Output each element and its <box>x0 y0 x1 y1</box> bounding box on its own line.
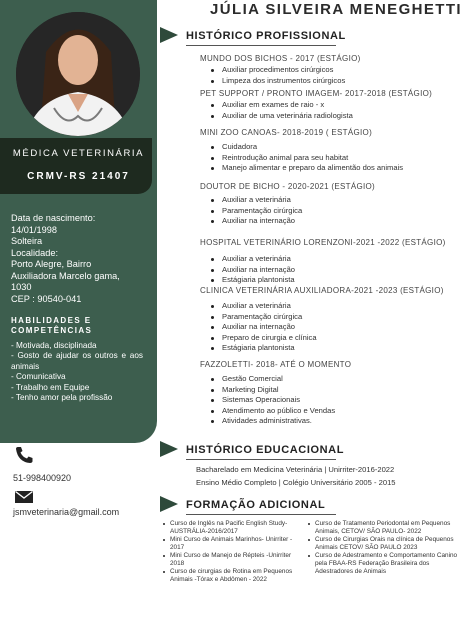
course-item: Curso de cirurgias de Rotina em Pequenos Animais -Tórax e Abdômen - 2022 <box>163 568 303 584</box>
job-tasks <box>209 65 345 86</box>
section-arrow-icon <box>160 496 178 512</box>
courses-left <box>163 520 303 584</box>
job-task: Auxiliar a veterinária <box>209 301 317 312</box>
phone-icon <box>14 446 34 464</box>
job-task: Auxiliar de uma veterinária radiologista <box>209 111 353 122</box>
job-title: HOSPITAL VETERINÁRIO LORENZONI-2021 -2022 (ESTÁGIO) <box>200 238 446 247</box>
section-arrow-icon <box>160 27 178 43</box>
job-tasks <box>209 142 403 174</box>
skill-item: - Motivada, disciplinada <box>11 341 97 350</box>
skill-item: - Comunicativa <box>11 372 66 382</box>
job-task: Limpeza dos instrumentos cirúrgicos <box>209 76 345 87</box>
section-title-professional: HISTÓRICO PROFISSIONAL <box>186 30 346 42</box>
divider <box>186 45 336 46</box>
job-task: Estágiaria plantonista <box>209 275 295 286</box>
personal-line: 14/01/1998 <box>11 224 57 235</box>
personal-line: Solteira <box>11 236 43 246</box>
phone-number[interactable]: 51-998400920 <box>13 473 72 483</box>
course-item: Mini Curso de Animais Marinhos- Unirriter - 2017 <box>163 536 303 552</box>
skill-item: - Tenho amor pela profissão <box>11 393 113 403</box>
email-address[interactable]: jsmveterinaria@gmail.com <box>13 507 120 517</box>
personal-line: CEP : 90540-041 <box>11 293 82 304</box>
job-task: Auxiliar a veterinária <box>209 254 295 265</box>
job-task: Auxiliar procedimentos cirúrgicos <box>209 65 345 76</box>
job-title: FAZZOLETTI- 2018- ATÉ O MOMENTO <box>200 360 352 369</box>
job-title: MINI ZOO CANOAS- 2018-2019 ( ESTÁGIO) <box>200 128 373 137</box>
job-task: Auxiliar a veterinária <box>209 195 302 206</box>
skill-item: - Gosto de ajudar os outros e aos animais <box>11 351 143 371</box>
job-task: Estágiaria plantonista <box>209 343 317 354</box>
job-role: MÉDICA VETERINÁRIA <box>12 148 145 159</box>
job-task: Auxiliar na internação <box>209 322 317 333</box>
job-task: Atendimento ao público e Vendas <box>209 406 335 417</box>
section-arrow-icon <box>160 441 178 457</box>
course-item: Curso de Cirurgias Orais na clínica de Pequenos Animais CETOV/ SÃO PAULO 2023 <box>308 536 458 552</box>
job-task: Cuidadora <box>209 142 403 153</box>
course-item: Curso de Inglês na Pacific English Study-AUSTRÁLIA-2016/2017 <box>163 520 303 536</box>
job-title: DOUTOR DE BICHO - 2020-2021 (ESTÁGIO) <box>200 182 375 191</box>
job-tasks <box>209 301 317 354</box>
job-task: Gestão Comercial <box>209 374 335 385</box>
job-task: Manejo alimentar e preparo da alimentão dos animais <box>209 163 403 174</box>
personal-line: Porto Alegre, Bairro <box>11 259 92 269</box>
job-task: Paramentação cirúrgica <box>209 312 317 323</box>
section-title-education: HISTÓRICO EDUCACIONAL <box>186 444 345 456</box>
personal-line: Auxiliadora Marcelo gama, <box>11 270 120 281</box>
skill-item: - Trabalho em Equipe <box>11 382 90 392</box>
job-task: Atividades administrativas. <box>209 416 335 427</box>
education-item: Ensino Médio Completo | Colégio Universitário 2005 - 2015 <box>196 478 396 487</box>
divider <box>186 514 336 515</box>
job-tasks <box>209 100 353 121</box>
job-tasks <box>209 195 302 227</box>
job-task: Sistemas Operacionais <box>209 395 335 406</box>
crmv-number: CRMV-RS 21407 <box>27 171 130 182</box>
job-title: PET SUPPORT / PRONTO IMAGEM- 2017-2018 (ESTÁGIO) <box>200 89 433 98</box>
envelope-icon <box>14 489 34 507</box>
course-item: Mini Curso de Manejo de Répteis -Unirriter 2018 <box>163 552 303 568</box>
personal-line: Data de nascimento: <box>11 213 96 223</box>
job-task: Reintrodução animal para seu habitat <box>209 153 403 164</box>
course-item: Curso de Tratamento Periodontal em Pequenos Animais, CETOV/ SÃO PAULO- 2022 <box>308 520 458 536</box>
job-task: Preparo de cirurgia e clínica <box>209 333 317 344</box>
job-task: Auxiliar em exames de raio - x <box>209 100 353 111</box>
personal-line: 1030 <box>11 282 32 292</box>
profile-photo <box>16 12 140 136</box>
education-item: Bacharelado em Medicina Veterinária | Unirriter-2016-2022 <box>196 465 395 474</box>
person-name: JÚLIA SILVEIRA MENEGHETTI <box>210 1 462 18</box>
section-title-additional: FORMAÇÃO ADICIONAL <box>186 499 326 511</box>
job-task: Auxiliar na internação <box>209 265 295 276</box>
job-title: CLINICA VETERINÁRIA AUXILIADORA-2021 -2023 (ESTÁGIO) <box>200 286 444 295</box>
course-item: Curso de Adestramento e Comportamento Canino pela FBAA-RS Federação Brasileira dos Adestradores de Animais <box>308 552 458 576</box>
job-task: Auxiliar na internação <box>209 216 302 227</box>
personal-info <box>11 213 151 305</box>
job-task: Paramentação cirúrgica <box>209 206 302 217</box>
job-title: MUNDO DOS BICHOS - 2017 (ESTÁGIO) <box>200 54 361 63</box>
role-banner <box>0 138 152 194</box>
job-tasks <box>209 254 295 286</box>
personal-line: Localidade: <box>11 247 58 258</box>
job-task: Marketing Digital <box>209 385 335 396</box>
skills-title: HABILIDADES E COMPETÊNCIAS <box>11 316 93 335</box>
divider <box>186 459 336 460</box>
courses-right <box>308 520 458 576</box>
job-tasks <box>209 374 335 427</box>
skills-list <box>11 341 143 403</box>
